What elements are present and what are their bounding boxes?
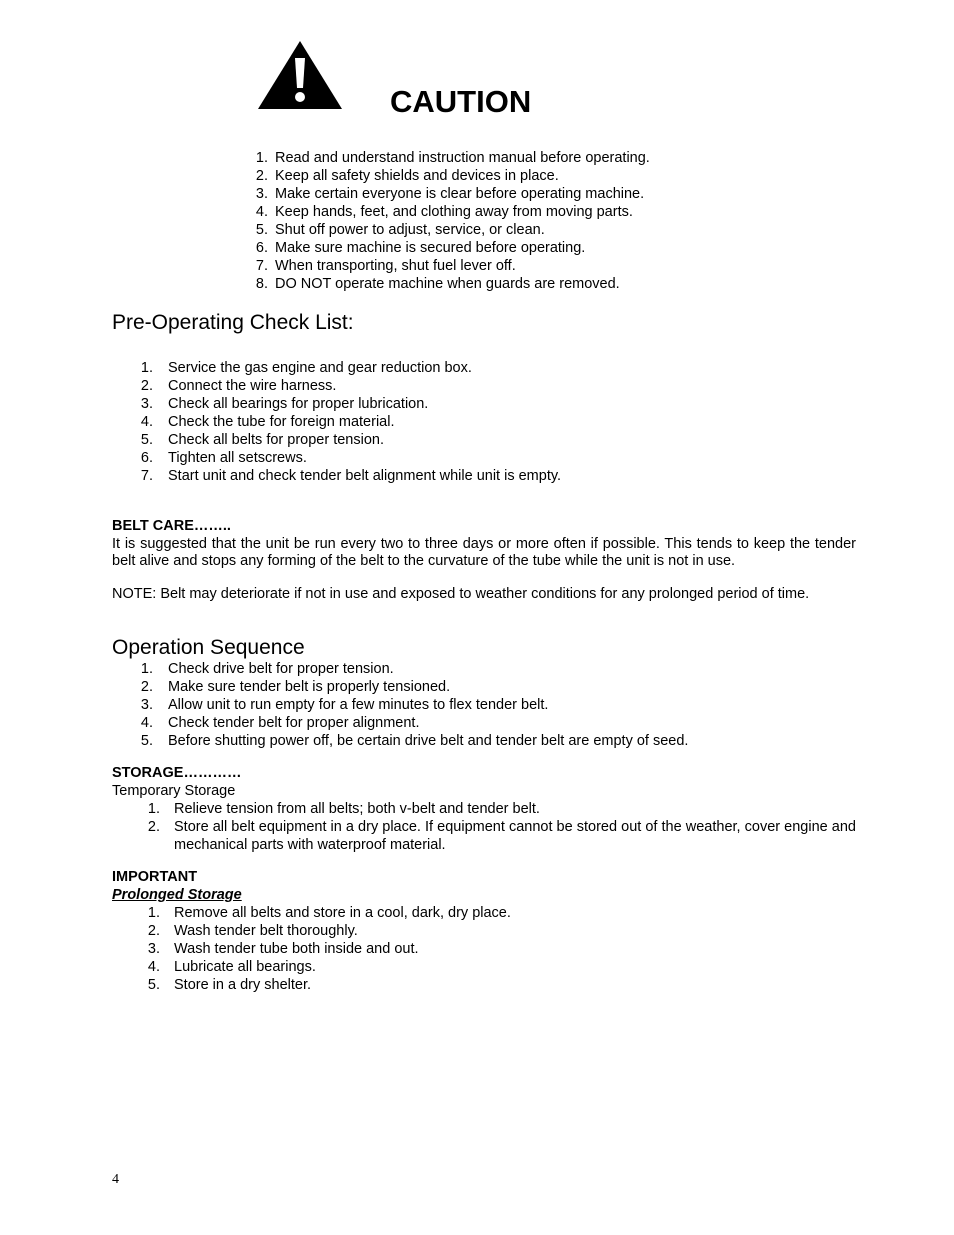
storage-list	[140, 800, 856, 854]
list-item: 5. Check all belts for proper tension.	[140, 432, 384, 448]
list-item: 3. Wash tender tube both inside and out.	[147, 941, 419, 957]
list-item: 3. Make certain everyone is clear before operating machine.	[255, 186, 645, 202]
list-item: 6. Make sure machine is secured before operating.	[255, 240, 586, 256]
important-heading: IMPORTANT	[112, 869, 198, 885]
caution-title: CAUTION	[390, 84, 532, 119]
prolonged-storage-list	[140, 904, 511, 994]
caution-list	[248, 149, 650, 293]
list-item: 2. Store all belt equipment in a dry place. If equipment cannot be stored out of the weather, cover engine and mechanical parts with waterproof material.	[147, 819, 856, 853]
list-item: 1. Service the gas engine and gear reduction box.	[140, 360, 472, 376]
list-item: 7. When transporting, shut fuel lever off.	[255, 258, 516, 274]
list-item: 1. Check drive belt for proper tension.	[140, 661, 394, 677]
list-item: 4. Check the tube for foreign material.	[140, 414, 395, 430]
list-item: 2. Connect the wire harness.	[140, 378, 337, 394]
belt-care-heading: BELT CARE……..	[112, 518, 231, 534]
list-item: 4. Lubricate all bearings.	[147, 959, 316, 975]
list-item: 1. Read and understand instruction manual before operating.	[255, 150, 650, 166]
list-item: 4. Keep hands, feet, and clothing away from moving parts.	[255, 204, 633, 220]
page-number: 4	[112, 1172, 119, 1187]
list-item: 2. Wash tender belt thoroughly.	[147, 923, 358, 939]
warning-triangle-icon	[257, 40, 343, 110]
belt-care-note: NOTE: Belt may deteriorate if not in use and exposed to weather conditions for any prolonged period of time.	[112, 586, 810, 602]
operation-list	[133, 660, 688, 750]
pre-operating-list	[133, 359, 561, 485]
storage-heading: STORAGE…………	[112, 765, 242, 781]
list-item: 5. Store in a dry shelter.	[147, 977, 312, 993]
list-item: 3. Allow unit to run empty for a few minutes to flex tender belt.	[140, 697, 549, 713]
list-item: 2. Make sure tender belt is properly tensioned.	[140, 679, 451, 695]
belt-care-paragraph: It is suggested that the unit be run every two to three days or more often if possible. This tends to keep the tender belt alive and stops any forming of the belt to the curvature of the tube while the unit is not in use.	[112, 536, 856, 569]
list-item: 2. Keep all safety shields and devices in place.	[255, 168, 559, 184]
list-item: 1. Remove all belts and store in a cool, dark, dry place.	[147, 905, 511, 921]
list-item: 4. Check tender belt for proper alignment.	[140, 715, 420, 731]
operation-heading: Operation Sequence	[112, 636, 305, 659]
pre-operating-heading: Pre-Operating Check List:	[112, 311, 354, 334]
prolonged-storage-label: Prolonged Storage	[112, 887, 242, 903]
list-item: 8. DO NOT operate machine when guards are removed.	[255, 276, 620, 292]
list-item: 5. Shut off power to adjust, service, or clean.	[255, 222, 545, 238]
list-item: 7. Start unit and check tender belt alignment while unit is empty.	[140, 468, 562, 484]
list-item: 6. Tighten all setscrews.	[140, 450, 307, 466]
list-item: 1. Relieve tension from all belts; both v-belt and tender belt.	[147, 801, 540, 817]
list-item: 3. Check all bearings for proper lubrication.	[140, 396, 429, 412]
list-item: 5. Before shutting power off, be certain drive belt and tender belt are empty of seed.	[140, 733, 689, 749]
temporary-storage-label: Temporary Storage	[112, 783, 236, 799]
